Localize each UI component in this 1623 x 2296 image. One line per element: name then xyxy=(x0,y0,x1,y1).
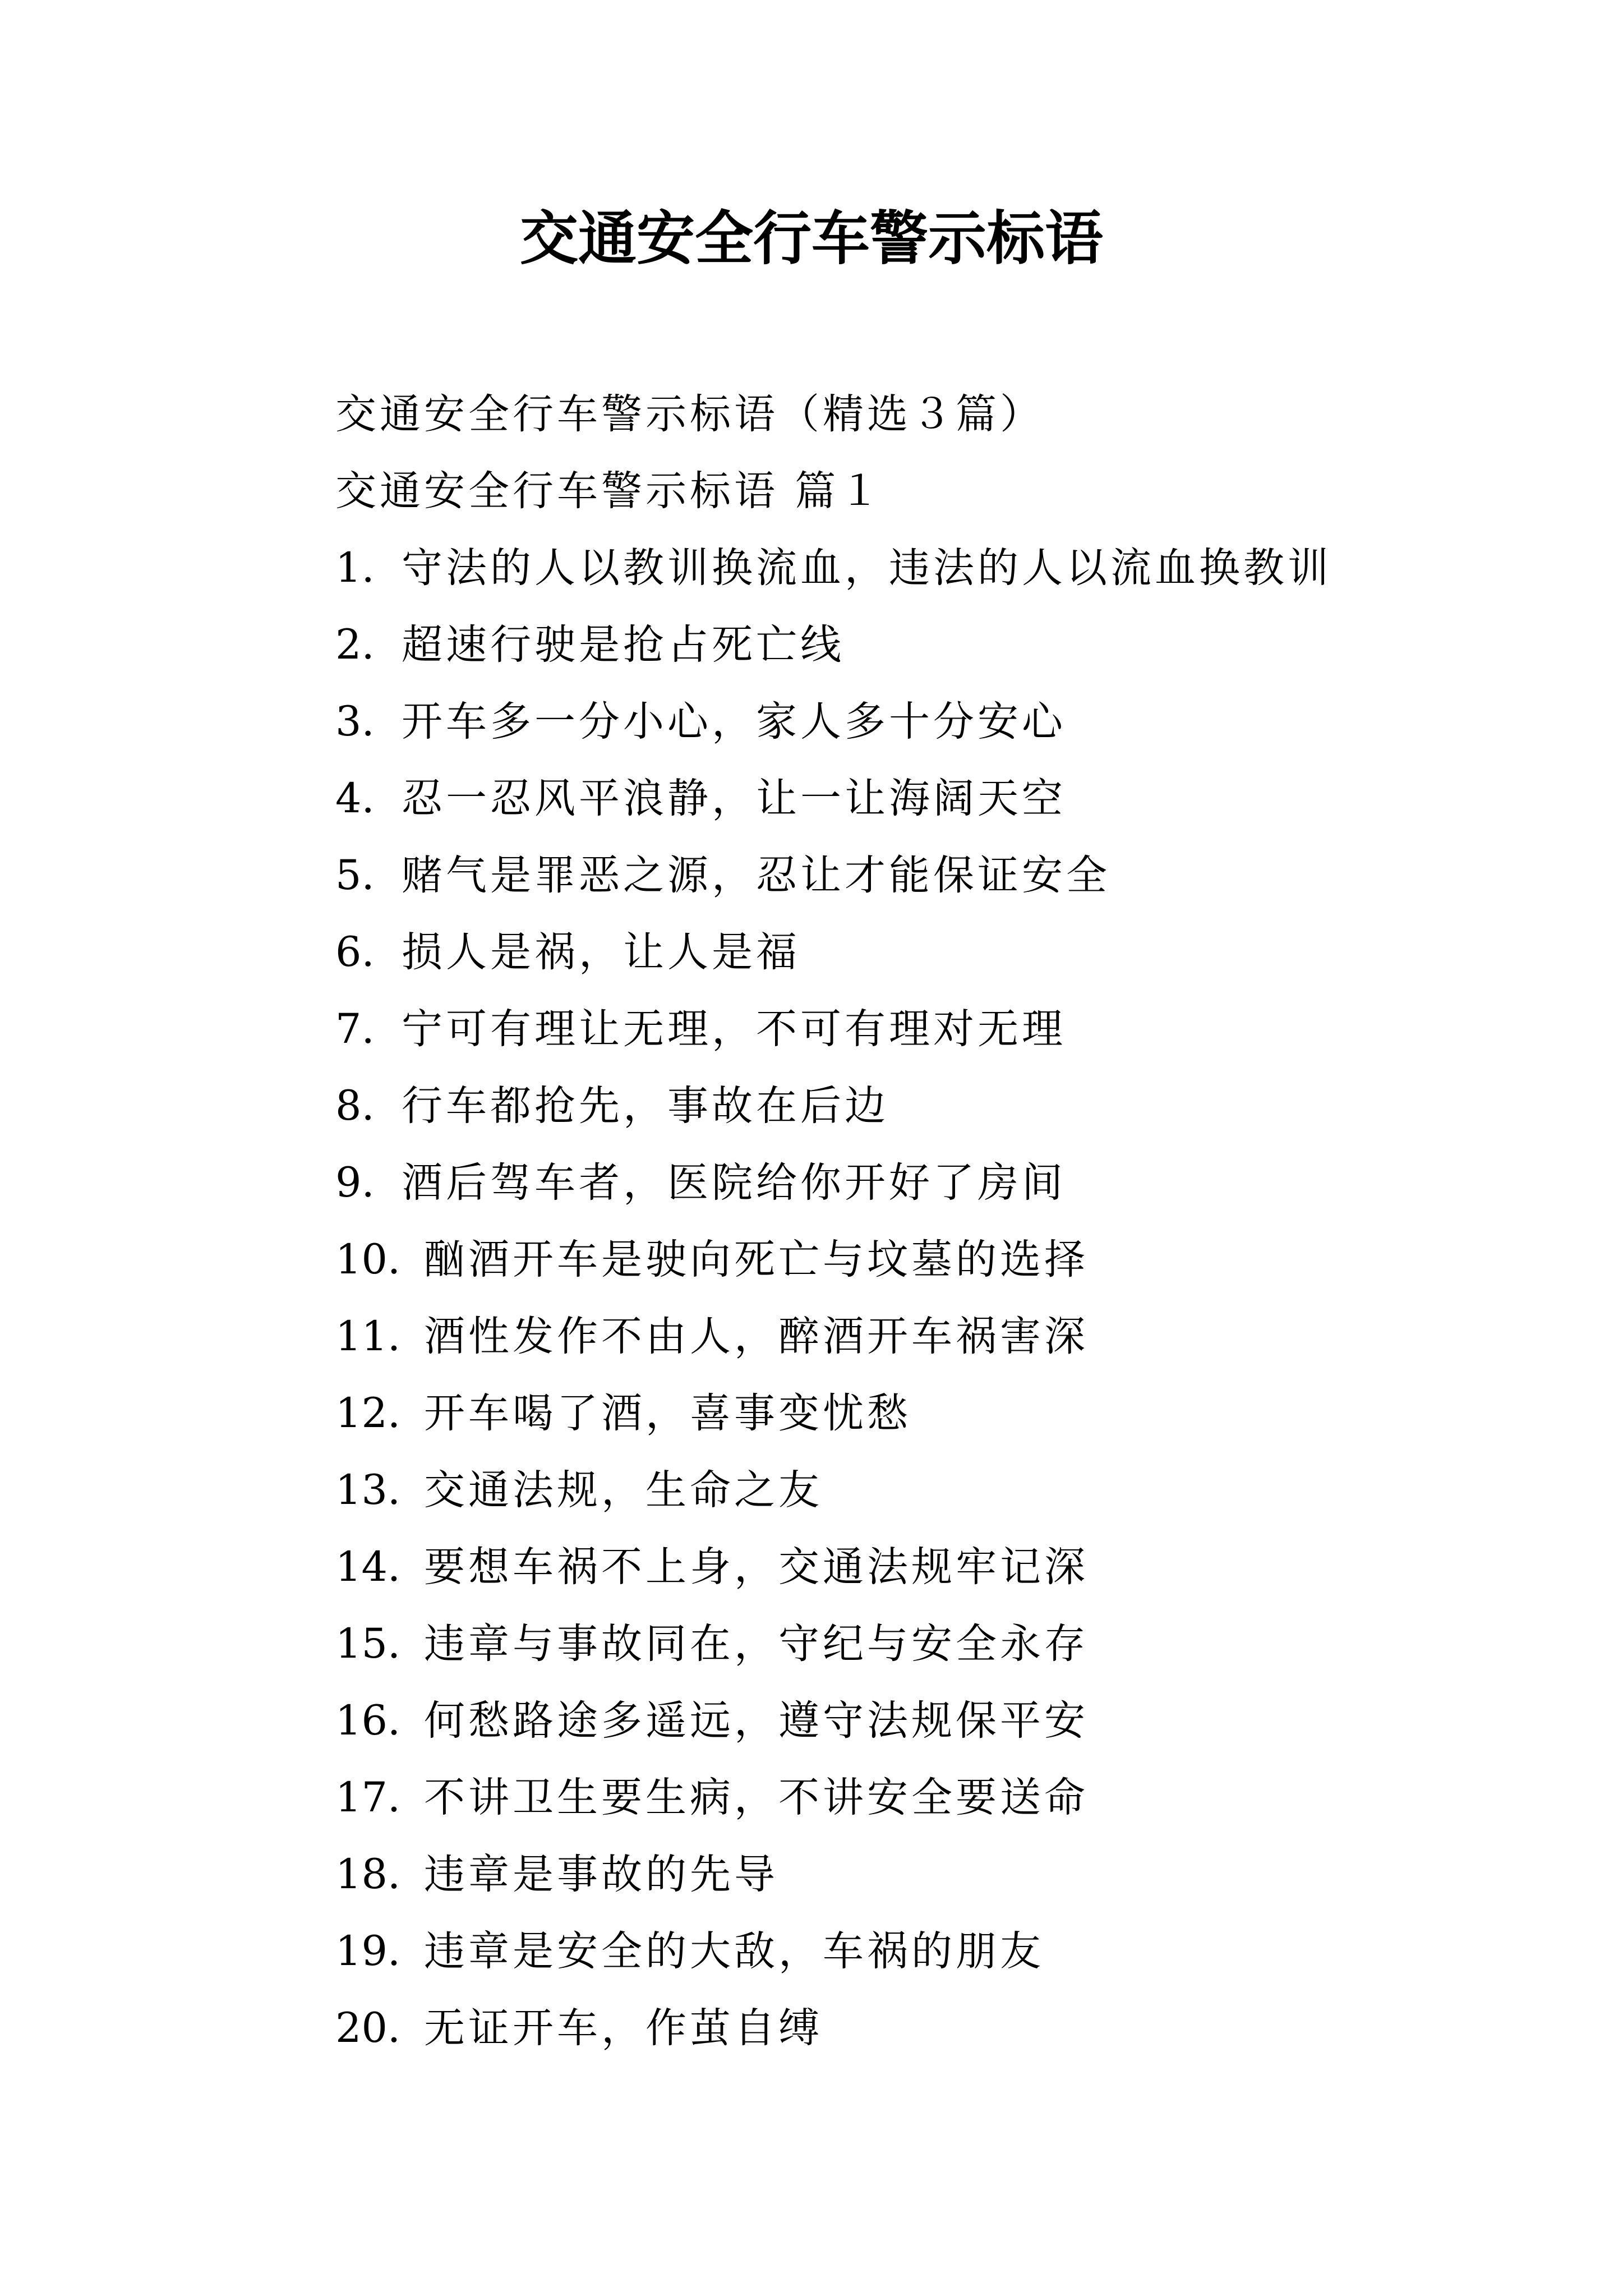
section-heading: 交通安全行车警示标语 篇１ xyxy=(335,467,884,515)
list-item-number: 12. xyxy=(335,1389,401,1437)
list-item xyxy=(335,1913,1513,1990)
list-item-text: 要想车祸不上身，交通法规牢记深 xyxy=(424,1543,1089,1591)
list-item-text: 违章是安全的大敌，车祸的朋友 xyxy=(424,1927,1044,1975)
list-item xyxy=(335,1682,1513,1759)
list-item-text: 交通法规，生命之友 xyxy=(424,1466,823,1514)
list-item xyxy=(335,1375,1513,1452)
list-item xyxy=(335,1068,1513,1144)
list-item-number: 4. xyxy=(335,775,375,822)
list-item-number: 18. xyxy=(335,1851,401,1898)
list-item-text: 忍一忍风平浪静，让一让海阔天空 xyxy=(402,775,1066,822)
list-item xyxy=(335,1221,1513,1298)
list-item-text: 超速行驶是抢占死亡线 xyxy=(402,621,845,669)
list-item-number: 17. xyxy=(335,1774,401,1821)
slogan-list xyxy=(335,530,1513,2067)
list-item xyxy=(335,1144,1513,1221)
list-item xyxy=(335,1298,1513,1375)
list-item xyxy=(335,1759,1513,1836)
list-item-number: 11. xyxy=(335,1313,401,1360)
list-item-text: 违章与事故同在，守纪与安全永存 xyxy=(424,1620,1089,1668)
list-item-number: 14. xyxy=(335,1543,401,1591)
list-item xyxy=(335,606,1513,683)
list-item xyxy=(335,1990,1513,2067)
document-subtitle: 交通安全行车警示标语（精选３篇） xyxy=(335,390,1044,438)
list-item-text: 违章是事故的先导 xyxy=(424,1851,778,1898)
list-item-text: 酗酒开车是驶向死亡与坟墓的选择 xyxy=(424,1236,1089,1283)
list-item xyxy=(335,914,1513,991)
list-item-text: 酒性发作不由人，醉酒开车祸害深 xyxy=(424,1313,1089,1360)
list-item-number: 3. xyxy=(335,698,375,746)
list-item-number: 20. xyxy=(335,2004,401,2052)
list-item-text: 不讲卫生要生病，不讲安全要送命 xyxy=(424,1774,1089,1821)
list-item-text: 损人是祸，让人是福 xyxy=(402,928,800,976)
list-item-text: 赌气是罪恶之源，忍让才能保证安全 xyxy=(402,852,1110,899)
list-item-number: 1. xyxy=(335,544,375,592)
list-item-number: 5. xyxy=(335,852,375,899)
list-item-number: 13. xyxy=(335,1466,401,1514)
list-item-text: 行车都抢先，事故在后边 xyxy=(402,1082,889,1130)
list-item xyxy=(335,991,1513,1068)
list-item-number: 6. xyxy=(335,928,375,976)
list-item xyxy=(335,1605,1513,1682)
list-item-number: 2. xyxy=(335,621,375,669)
list-item-number: 19. xyxy=(335,1927,401,1975)
list-item-number: 10. xyxy=(335,1236,401,1283)
list-item xyxy=(335,837,1513,914)
list-item xyxy=(335,530,1513,606)
list-item xyxy=(335,1529,1513,1605)
list-item-number: 7. xyxy=(335,1005,375,1053)
list-item-text: 无证开车，作茧自缚 xyxy=(424,2004,823,2052)
list-item-text: 何愁路途多遥远，遵守法规保平安 xyxy=(424,1697,1089,1745)
list-item xyxy=(335,1836,1513,1913)
list-item xyxy=(335,1452,1513,1529)
list-item xyxy=(335,683,1513,760)
list-item-number: 15. xyxy=(335,1620,401,1668)
list-item-number: 16. xyxy=(335,1697,401,1745)
list-item-text: 守法的人以教训换流血，违法的人以流血换教训 xyxy=(402,544,1332,592)
document-title: 交通安全行车警示标语 xyxy=(519,204,1103,273)
list-item-text: 开车多一分小心，家人多十分安心 xyxy=(402,698,1066,746)
list-item xyxy=(335,760,1513,837)
list-item-text: 酒后驾车者，医院给你开好了房间 xyxy=(402,1159,1066,1207)
list-item-text: 宁可有理让无理，不可有理对无理 xyxy=(402,1005,1066,1053)
document-body xyxy=(335,376,1513,2067)
list-item-number: 9. xyxy=(335,1159,375,1207)
list-item-text: 开车喝了酒，喜事变忧愁 xyxy=(424,1389,911,1437)
list-item-number: 8. xyxy=(335,1082,375,1130)
